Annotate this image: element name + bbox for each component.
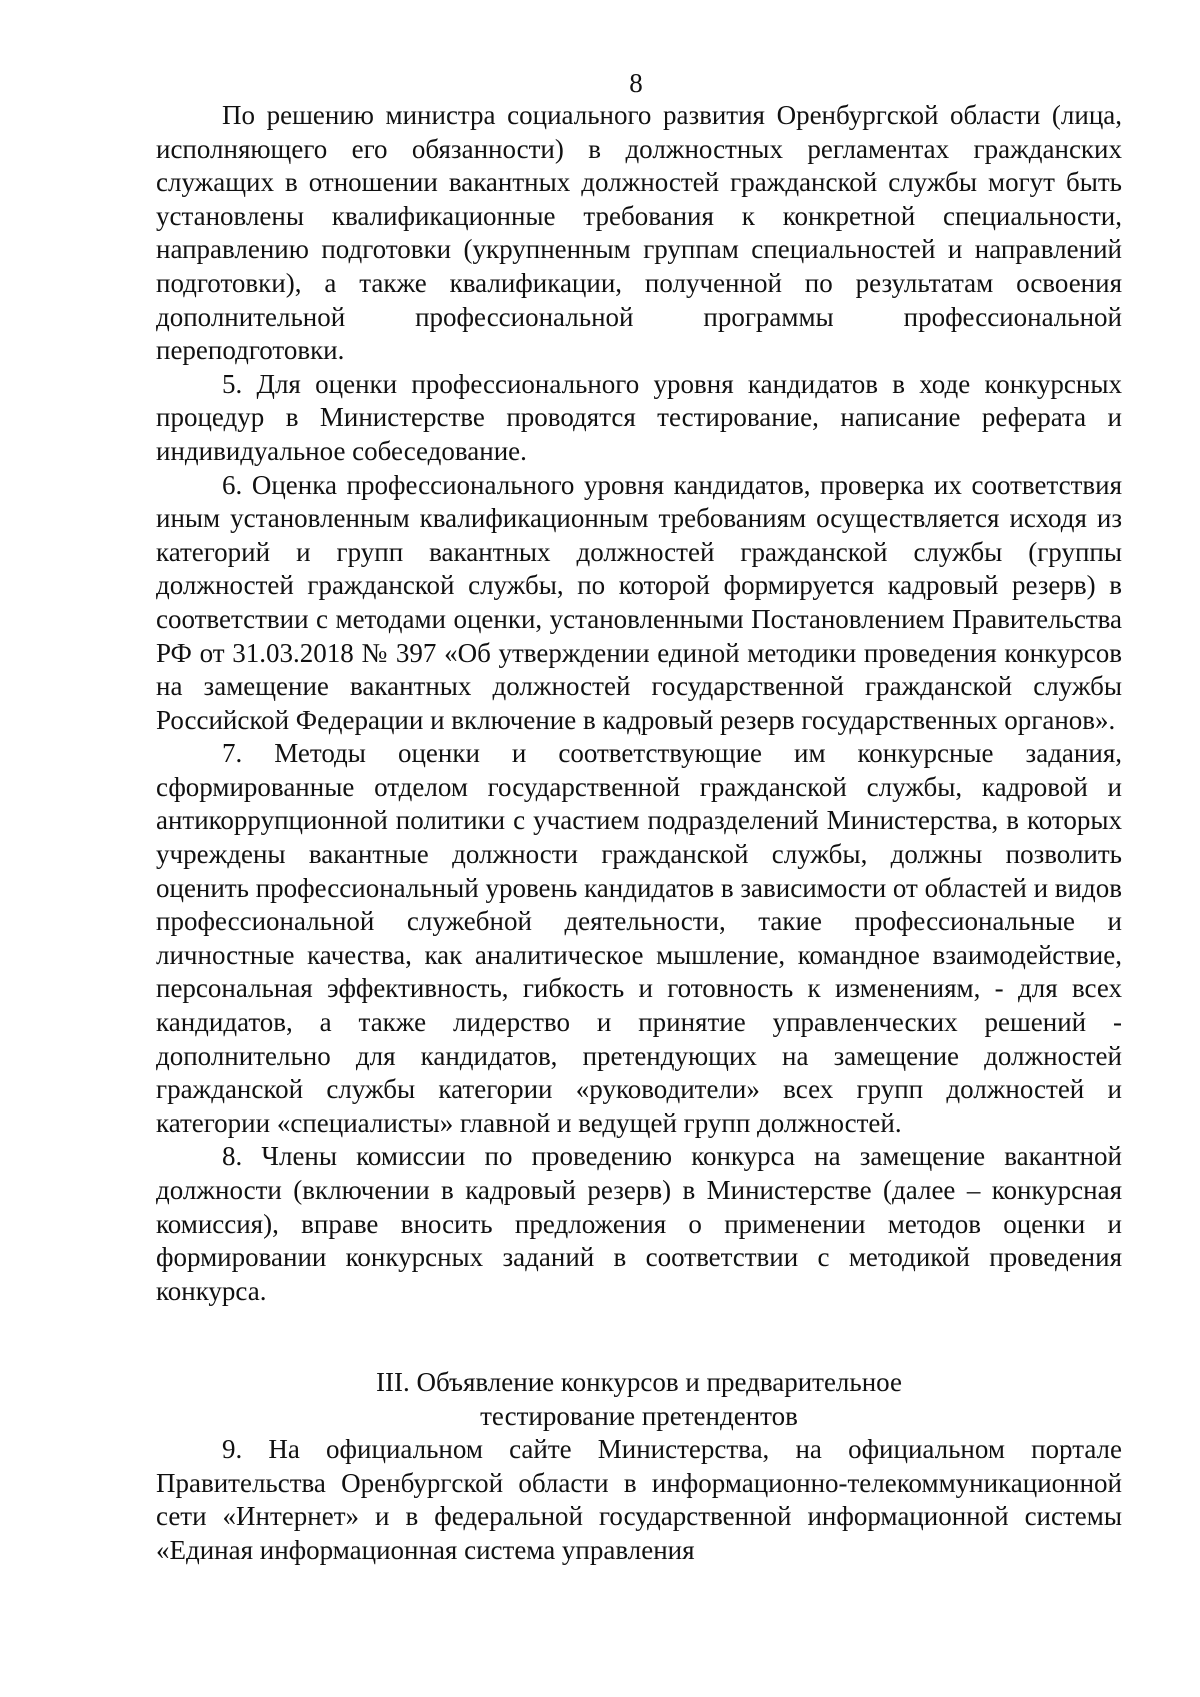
document-body [156,99,1122,1308]
section-heading [156,1366,1122,1433]
paragraph-qualification-requirements: По решению министра социального развития Оренбургской области (лица, исполняющего его обязанности) в должностных регламентах гражданских служащих в отношении вакантных должностей гражданской службы могут быть установлены квалификационные требования к конкретной специальности, направлению подготовки (укрупненным группам специальностей и направлений подготовки), а также квалификации, полученной по результатам освоения дополнительной профессиональной программы профессиональной переподготовки. [156,100,1122,366]
section-heading-line-1: III. Объявление конкурсов и предварительное [376,1367,902,1397]
paragraph-8: 8. Члены комиссии по проведению конкурса на замещение вакантной должности (включении в кадровый резерв) в Министерстве (далее – конкурсная комиссия), вправе вносить предложения о применении методов оценки и формировании конкурсных заданий в соответствии с методикой проведения конкурса. [156,1141,1122,1306]
document-body-continued [156,1433,1122,1567]
page-number: 8 [629,68,643,98]
paragraph-6: 6. Оценка профессионального уровня кандидатов, проверка их соответствия иным установленным квалификационным требованиям осуществляется исходя из категорий и групп вакантных должностей гражданской службы (группы должностей гражданской службы, по которой формируется кадровый резерв) в соответствии с методами оценки, установленными Постановлением Правительства РФ от 31.03.2018 № 397 «Об утверждении единой методики проведения конкурсов на замещение вакантных должностей государственной гражданской службы Российской Федерации и включение в кадровый резерв государственных органов». [156,469,1122,735]
paragraph-9: 9. На официальном сайте Министерства, на официальном портале Правительства Оренбургской области в информационно-телекоммуникационной сети «Интернет» и в федеральной государственной информационной системы «Единая информационная система управления [156,1434,1122,1565]
paragraph-5: 5. Для оценки профессионального уровня кандидатов в ходе конкурсных процедур в Министерстве проводятся тестирование, написание реферата и индивидуальное собеседование. [156,368,1122,466]
paragraph-7: 7. Методы оценки и соответствующие им конкурсные задания, сформированные отделом государственной гражданской службы, кадровой и антикоррупционной политики с участием подразделений Министерства, в которых учреждены вакантные должности гражданской службы, должны позволить оценить профессиональный уровень кандидатов в зависимости от областей и видов профессиональной служебной деятельности, такие профессиональные и личностные качества, как аналитическое мышление, командное взаимодействие, персональная эффективность, гибкость и готовность к изменениям, - для всех кандидатов, а также лидерство и принятие управленческих решений - дополнительно для кандидатов, претендующих на замещение должностей гражданской службы категории «руководители» всех групп должностей и категории «специалисты» главной и ведущей групп должностей. [156,738,1122,1138]
section-heading-line-2: тестирование претендентов [480,1400,798,1431]
